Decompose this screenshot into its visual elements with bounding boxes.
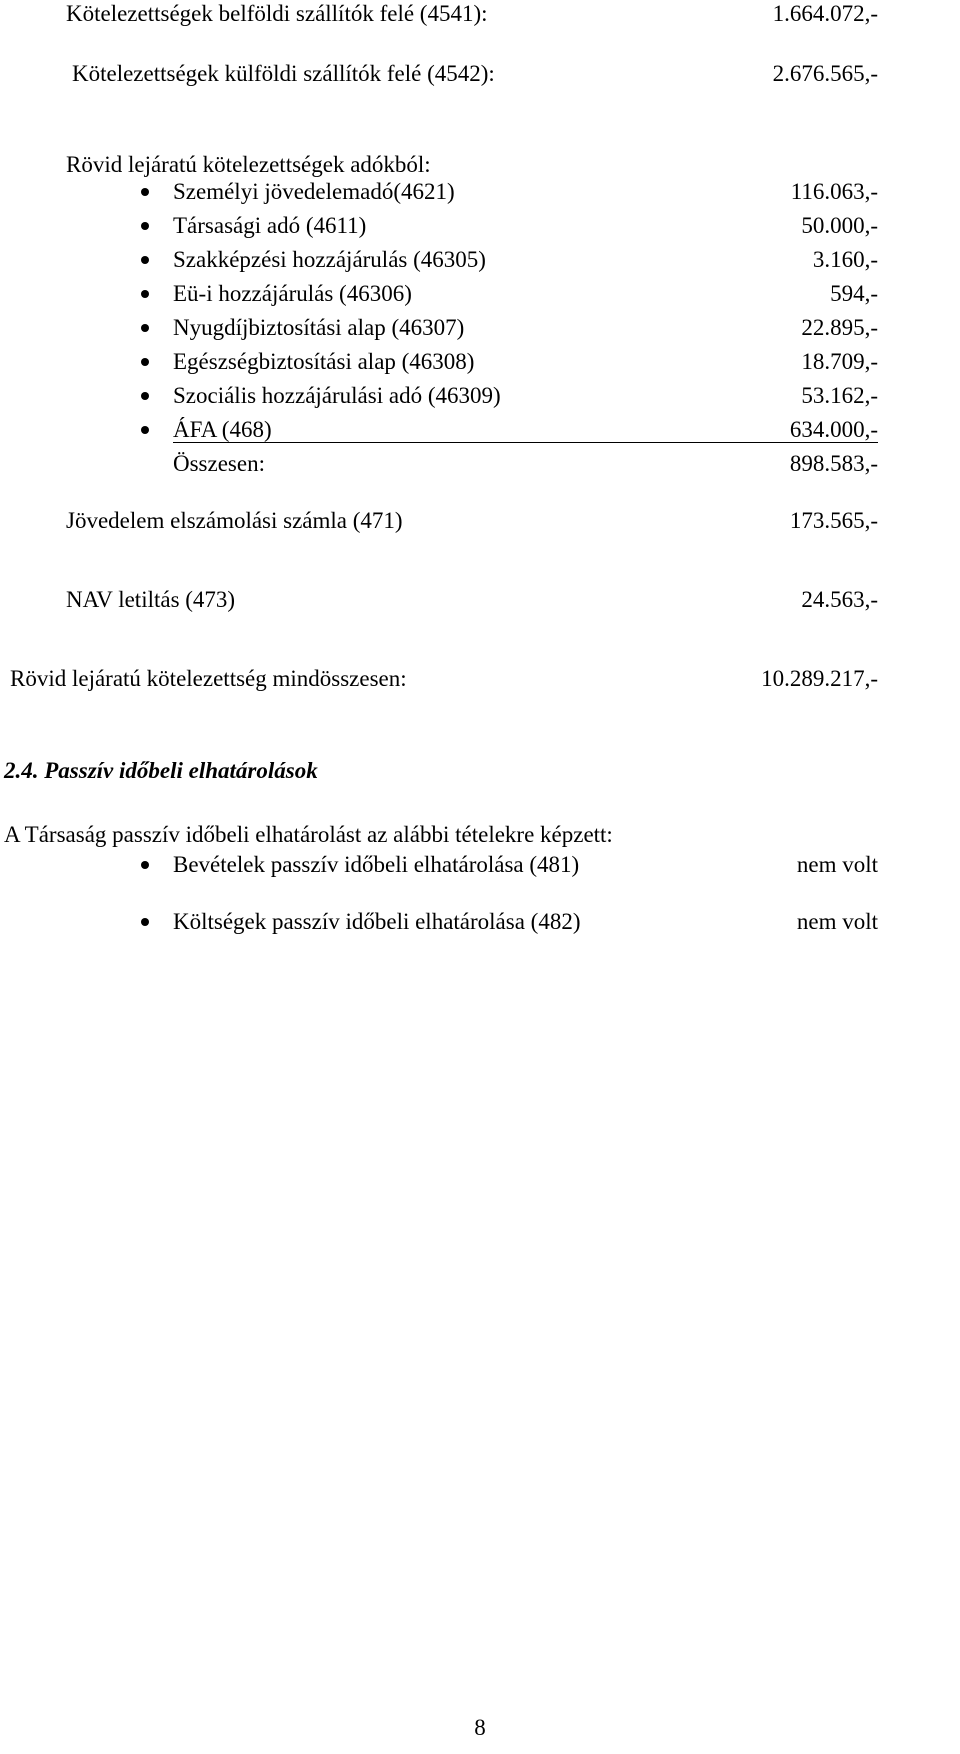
tax-item-label: Egészségbiztosítási alap (46308)	[173, 349, 475, 374]
tax-item-label: Társasági adó (4611)	[173, 213, 367, 238]
tax-item-label: ÁFA (468)	[173, 417, 272, 442]
taxes-title: Rövid lejáratú kötelezettségek adókból:	[66, 152, 431, 177]
page-number: 8	[474, 1715, 486, 1740]
taxes-total-value: 898.583,-	[789, 451, 878, 476]
tax-item-label: Nyugdíjbiztosítási alap (46307)	[173, 315, 465, 340]
tax-item-label: Szociális hozzájárulási adó (46309)	[173, 383, 501, 408]
bullet-icon	[141, 188, 149, 196]
tax-item-value: 634.000,-	[789, 417, 878, 442]
section-intro: A Társaság passzív időbeli elhatárolást az alábbi tételekre képzett:	[4, 822, 613, 847]
bullet-icon	[141, 256, 149, 264]
bullet-icon	[141, 222, 149, 230]
tax-item-value: 116.063,-	[790, 179, 878, 204]
tax-item-value: 3.160,-	[812, 247, 878, 272]
bullet-icon	[141, 392, 149, 400]
tax-item-value: 53.162,-	[801, 383, 878, 408]
accrual-item-value: nem volt	[796, 909, 878, 934]
tax-item-value: 50.000,-	[801, 213, 878, 238]
foreign-payables-value: 2.676.565,-	[772, 61, 878, 86]
bullet-icon	[141, 290, 149, 298]
income-settlement-value: 173.565,-	[789, 508, 878, 533]
bullet-icon	[141, 861, 149, 869]
domestic-payables-value: 1.664.072,-	[772, 1, 878, 26]
short-term-total-value: 10.289.217,-	[761, 666, 878, 691]
tax-item-label: Személyi jövedelemadó(4621)	[173, 179, 455, 204]
domestic-payables-label: Kötelezettségek belföldi szállítók felé (4541):	[66, 1, 488, 26]
bullet-icon	[141, 358, 149, 366]
short-term-total-label: Rövid lejáratú kötelezettség mindösszesen:	[10, 666, 407, 691]
tax-item-value: 18.709,-	[801, 349, 878, 374]
nav-garnishment-value: 24.563,-	[801, 587, 878, 612]
taxes-total-label: Összesen:	[173, 451, 265, 476]
tax-item-value: 22.895,-	[801, 315, 878, 340]
section-heading: 2.4. Passzív időbeli elhatárolások	[4, 758, 318, 783]
foreign-payables-label: Kötelezettségek külföldi szállítók felé (4542):	[72, 61, 495, 86]
accrual-item-value: nem volt	[796, 852, 878, 877]
tax-item-label: Szakképzési hozzájárulás (46305)	[173, 247, 486, 272]
accrual-item-label: Költségek passzív időbeli elhatárolása (482)	[173, 909, 581, 934]
accrual-item-label: Bevételek passzív időbeli elhatárolása (481)	[173, 852, 580, 877]
bullet-icon	[141, 918, 149, 926]
nav-garnishment-label: NAV letiltás (473)	[66, 587, 236, 612]
bullet-icon	[141, 324, 149, 332]
sum-underline	[173, 442, 878, 443]
bullet-icon	[141, 426, 149, 434]
income-settlement-label: Jövedelem elszámolási számla (471)	[66, 508, 403, 533]
tax-item-value: 594,-	[830, 281, 878, 306]
tax-item-label: Eü-i hozzájárulás (46306)	[173, 281, 412, 306]
